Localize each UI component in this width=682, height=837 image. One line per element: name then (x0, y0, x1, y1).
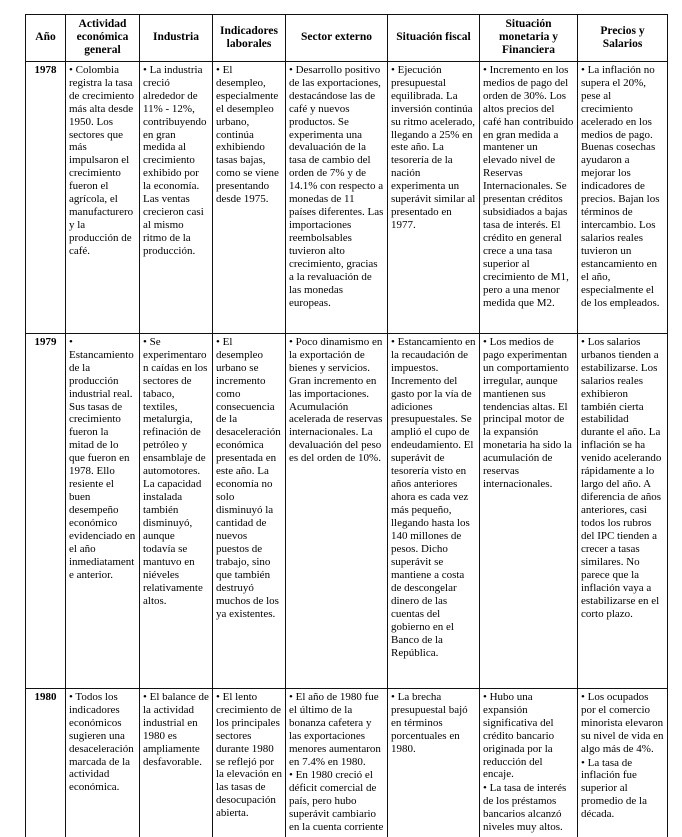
content-cell (66, 688, 140, 837)
column-header: Precios y Salarios (578, 15, 668, 62)
column-header: Año (26, 15, 66, 62)
bullet-item: • Se experimentaron caídas en los sectores de tabaco, textiles, metalurgia, refinación de petróleo y ensamblaje de automotores. La capacidad instalada también disminuyó, aunque todavía se mantuvo en niéveles relativamente altos. (143, 335, 208, 608)
year-cell: 1979 (26, 333, 66, 688)
content-cell (140, 688, 213, 837)
content-cell (578, 333, 668, 688)
table-row (26, 333, 668, 688)
content-cell (66, 333, 140, 688)
bullet-item: • Incremento en los medios de pago del orden de 30%. Los altos precios del café han contribuido en gran medida a mantener un elevado nivel de Reservas Internacionales. Se presentan créditos subsidiados a bajas tasa de interés. El crédito en general crece a una tasa superior al crecimiento de M1, pero a una menor medida que M2. (483, 63, 574, 310)
column-header: Actividad económica general (66, 15, 140, 62)
bullet-item: • El año de 1980 fue el último de la bonanza cafetera y las exportaciones menores aumentaron en 7.4% en 1980. (289, 690, 381, 768)
bullet-item: • Los ocupados por el comercio minorista elevaron su nivel de vida en algo más de 4%. (581, 690, 664, 755)
content-cell (578, 688, 668, 837)
content-cell (480, 333, 578, 688)
content-cell (388, 688, 480, 837)
content-cell (578, 61, 668, 333)
content-cell (213, 688, 286, 837)
column-header: Indicadores laborales (213, 15, 286, 62)
bullet-item: • Todos los indicadores económicos sugieren una desaceleración marcada de la actividad económica. (69, 690, 134, 794)
bullet-item: • Estancamiento de la producción industrial real. Sus tasas de crecimiento fueron la mitad de lo que fueron en 1978. Ello resiente el buen desempeño económico evidenciado en el año inmediatamente anterior. (69, 335, 136, 582)
bullet-item: • La inflación no supera el 20%, pese al crecimiento acelerado en los medios de pago. Buenas cosechas ayudaron a mejorar los indicadores de precios. Bajan los términos de intercambio. Los salarios reales tuvieron un estancamiento en el año, especialmente el de los empleados. (581, 63, 660, 310)
column-header: Situación fiscal (388, 15, 480, 62)
bullet-item: • Poco dinamismo en la exportación de bienes y servicios. Gran incremento en las importaciones. Acumulación acelerada de reservas internacionales. La devaluación del peso es del orden de 10%. (289, 335, 383, 465)
content-cell (213, 333, 286, 688)
bullet-item: • El desempleo urbano se incremento como consecuencia de la desaceleración económica presentada en este año. La economía no solo disminuyó la cantidad de nuevos puestos de trabajo, sino que también destruyó muchos de los ya existentes. (216, 335, 281, 620)
bullet-item: • Desarrollo positivo de las exportaciones, destacándose las de café y nuevos productos. Se experimenta una devaluación de la tasa de cambio del orden de 7% y de 14.1% con respecto a monedas de 11 países diferentes. Las importaciones reembolsables tuvieron alto crecimiento, gracias a la revaluación de las monedas europeas. (289, 63, 384, 310)
bullet-item: • Ejecución presupuestal equilibrada. La inversión continúa su ritmo acelerado, llegando a 25% en este año. La tesorería de la nación experimenta un superávit similar al presentado en 1977. (391, 63, 476, 232)
bullet-item: • Estancamiento en la recaudación de impuestos. Incremento del gasto por la vía de adiciones presupuestales. Se amplió el cupo de endeudamiento. El superávit de tesorería visto en años anteriores ahora es cada vez más pequeño, llegando hasta los 140 millones de pesos. Dicho superávit se mantiene a costa de descongelar dinero de las cuentas del gobierno en el Banco de la República. (391, 335, 476, 659)
bullet-item: • El desempleo, especialmente el desempleo urbano, continúa exhibiendo tasas bajas, como se viene presentando desde 1975. (216, 63, 279, 206)
bullet-item: • En 1980 creció el déficit comercial de país, pero hubo superávit cambiario en la cuenta corriente (289, 769, 384, 834)
year-cell: 1978 (26, 61, 66, 333)
bullet-item: • La tasa de interés de los préstamos bancarios alcanzó niveles muy altos. (483, 782, 567, 834)
bullet-item: • El lento crecimiento de los principales sectores durante 1980 se reflejó por la elevación en las tasas de desocupación abierta. (216, 690, 282, 820)
column-header: Situación monetaria y Financiera (480, 15, 578, 62)
content-cell (286, 333, 388, 688)
bullet-item: • Colombia registra la tasa de crecimiento más alta desde 1950. Los sectores que más impulsaron el crecimiento fueron el agrícola, el manufacturero y la producción de café. (69, 63, 135, 258)
table-row (26, 61, 668, 333)
bullet-item: • Los medios de pago experimentan un comportamiento irregular, aunque mantienen sus tendencias altas. El principal motor de la expansión monetaria ha sido la acumulación de reservas internacionales. (483, 335, 572, 491)
column-header: Sector externo (286, 15, 388, 62)
table-header-row (26, 15, 668, 62)
content-cell (66, 61, 140, 333)
economic-summary-table (25, 14, 668, 837)
bullet-item: • La brecha presupuestal bajó en términos porcentuales en 1980. (391, 690, 468, 755)
content-cell (213, 61, 286, 333)
content-cell (388, 333, 480, 688)
content-cell (286, 688, 388, 837)
content-cell (140, 61, 213, 333)
content-cell (480, 688, 578, 837)
column-header: Industria (140, 15, 213, 62)
content-cell (480, 61, 578, 333)
year-cell: 1980 (26, 688, 66, 837)
content-cell (388, 61, 480, 333)
bullet-item: • Los salarios urbanos tienden a estabilizarse. Los salarios reales exhibieron también cierta estabilidad durante el año. La inflación se ha venido acelerando rápidamente a lo largo del año. A diferencia de años anteriores, casi todos los rubros del IPC tienden a crecer a tasas similares. No parece que la inflación vaya a estabilizarse en el corto plazo. (581, 335, 662, 620)
bullet-item: • Hubo una expansión significativa del crédito bancario originada por la reducción del encaje. (483, 690, 555, 781)
table-row (26, 688, 668, 837)
content-cell (140, 333, 213, 688)
content-cell (286, 61, 388, 333)
bullet-item: • La tasa de inflación fue superior al promedio de la década. (581, 756, 647, 821)
bullet-item: • El balance de la actividad industrial en 1980 es ampliamente desfavorable. (143, 690, 209, 768)
bullet-item: • La industria creció alrededor de 11% - 12%, contribuyendo en gran medida al crecimiento exhibido por la economía. Las ventas crecieron casi al mismo ritmo de la producción. (143, 63, 207, 258)
